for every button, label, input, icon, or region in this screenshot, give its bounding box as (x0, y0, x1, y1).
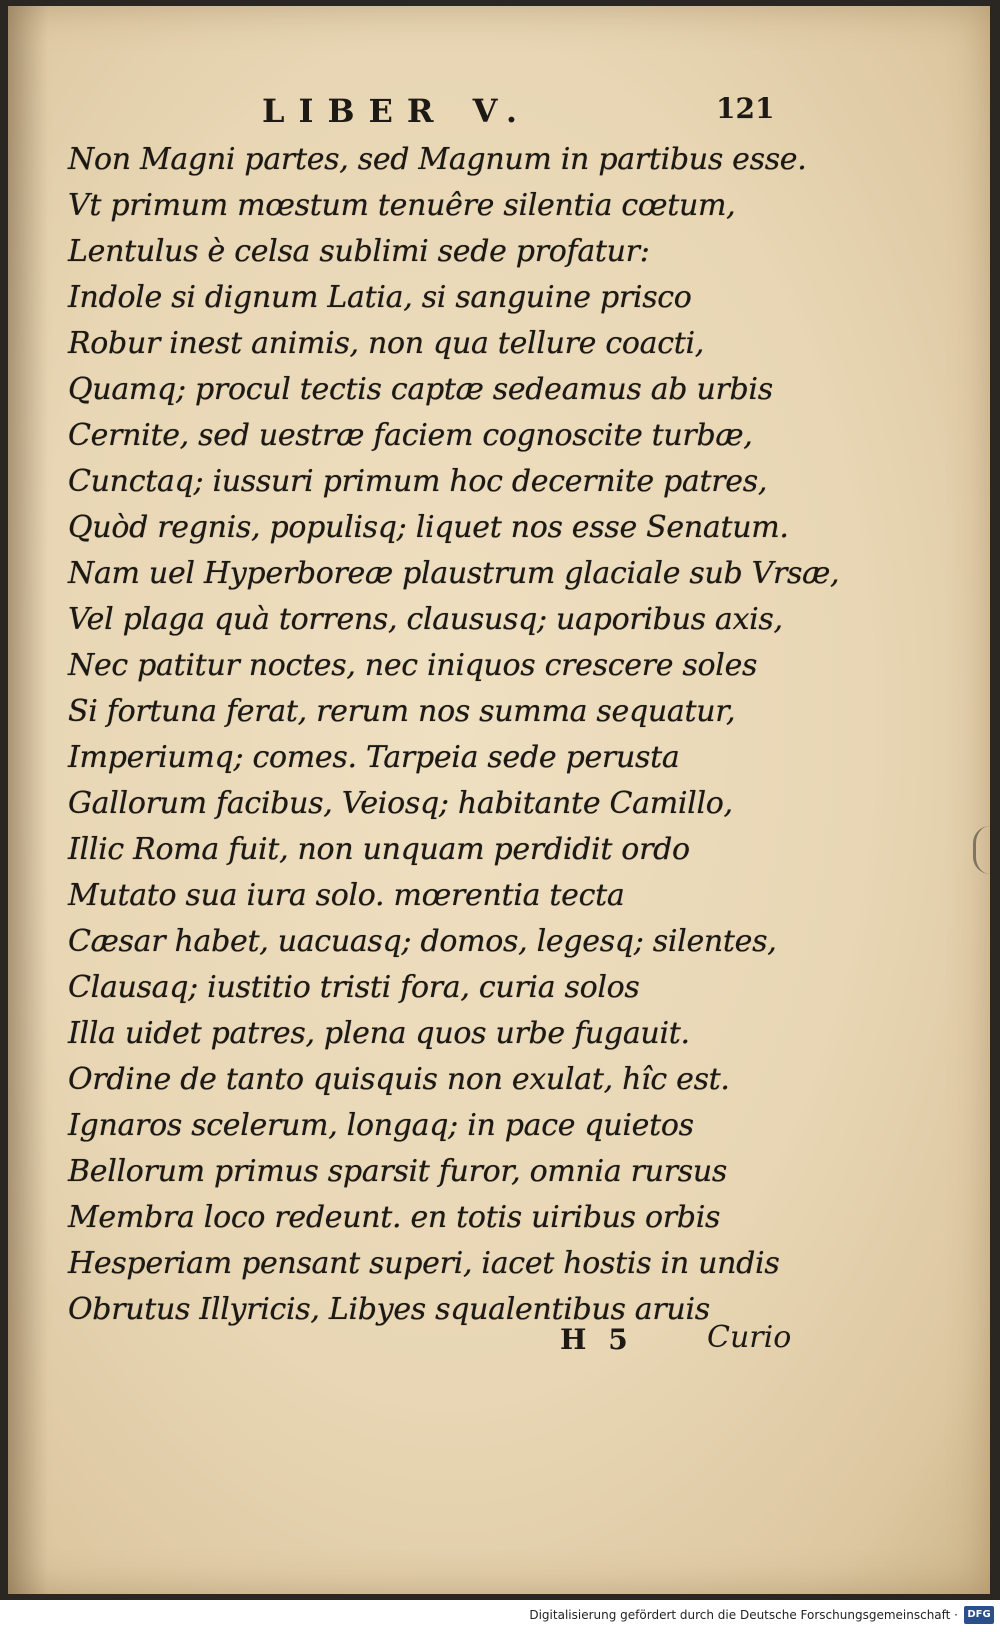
verse-line: Cæsar habet, uacuasq; domos, legesq; silentes, (68, 924, 777, 959)
verse-line: Ordine de tanto quisquis non exulat, hîc est. (68, 1062, 730, 1097)
funding-credit: Digitalisierung gefördert durch die Deutsche Forschungsgemeinschaft · (529, 1608, 958, 1622)
verse-line: Cunctaq; iussuri primum hoc decernite patres, (68, 464, 768, 499)
running-head: LIBER V. (262, 92, 532, 130)
footer-bar (0, 1600, 1000, 1632)
verse-line: Lentulus è celsa sublimi sede profatur: (68, 234, 650, 269)
verse-line: Membra loco redeunt. en totis uiribus orbis (68, 1200, 721, 1235)
verse-line: Vel plaga quà torrens, claususq; uaporibus axis, (68, 602, 783, 637)
verse-line: Gallorum facibus, Veiosq; habitante Camillo, (68, 786, 733, 821)
verse-line: Quòd regnis, populisq; liquet nos esse Senatum. (68, 510, 789, 545)
verse-line: Non Magni partes, sed Magnum in partibus esse. (68, 142, 807, 177)
catchword: Curio (707, 1320, 792, 1355)
verse-line: Clausaq; iustitio tristi fora, curia solos (68, 970, 640, 1005)
verse-line: Ignaros scelerum, longaq; in pace quietos (68, 1108, 694, 1143)
verse-line: Illic Roma fuit, non unquam perdidit ordo (68, 832, 690, 867)
verse-line: Nam uel Hyperboreæ plaustrum glaciale sub Vrsæ, (68, 556, 840, 591)
verse-line: Vt primum mœstum tenuêre silentia cœtum, (68, 188, 736, 223)
verse-line: Hesperiam pensant superi, iacet hostis in undis (68, 1246, 780, 1281)
verse-line: Imperiumq; comes. Tarpeia sede perusta (68, 740, 680, 775)
signature-mark: H 5 (560, 1323, 634, 1356)
verse-line: Mutato sua iura solo. mœrentia tecta (68, 878, 625, 913)
verse-line: Nec patitur noctes, nec iniquos crescere soles (68, 648, 758, 683)
verse-line: Quamq; procul tectis captæ sedeamus ab urbis (68, 372, 773, 407)
dfg-logo-icon: DFG (964, 1606, 994, 1624)
verse-line: Robur inest animis, non qua tellure coacti, (68, 326, 704, 361)
verse-line: Obrutus Illyricis, Libyes squalentibus aruis (68, 1292, 710, 1327)
page-number: 121 (716, 92, 775, 125)
page-edge-shadow (973, 826, 990, 874)
verse-line: Si fortuna ferat, rerum nos summa sequatur, (68, 694, 736, 729)
verse-line: Cernite, sed uestræ faciem cognoscite turbæ, (68, 418, 753, 453)
verse-line: Illa uidet patres, plena quos urbe fugauit. (68, 1016, 690, 1051)
verse-line: Bellorum primus sparsit furor, omnia rursus (68, 1154, 727, 1189)
verse-text (68, 137, 840, 1333)
verse-line: Indole si dignum Latia, si sanguine prisco (68, 280, 692, 315)
